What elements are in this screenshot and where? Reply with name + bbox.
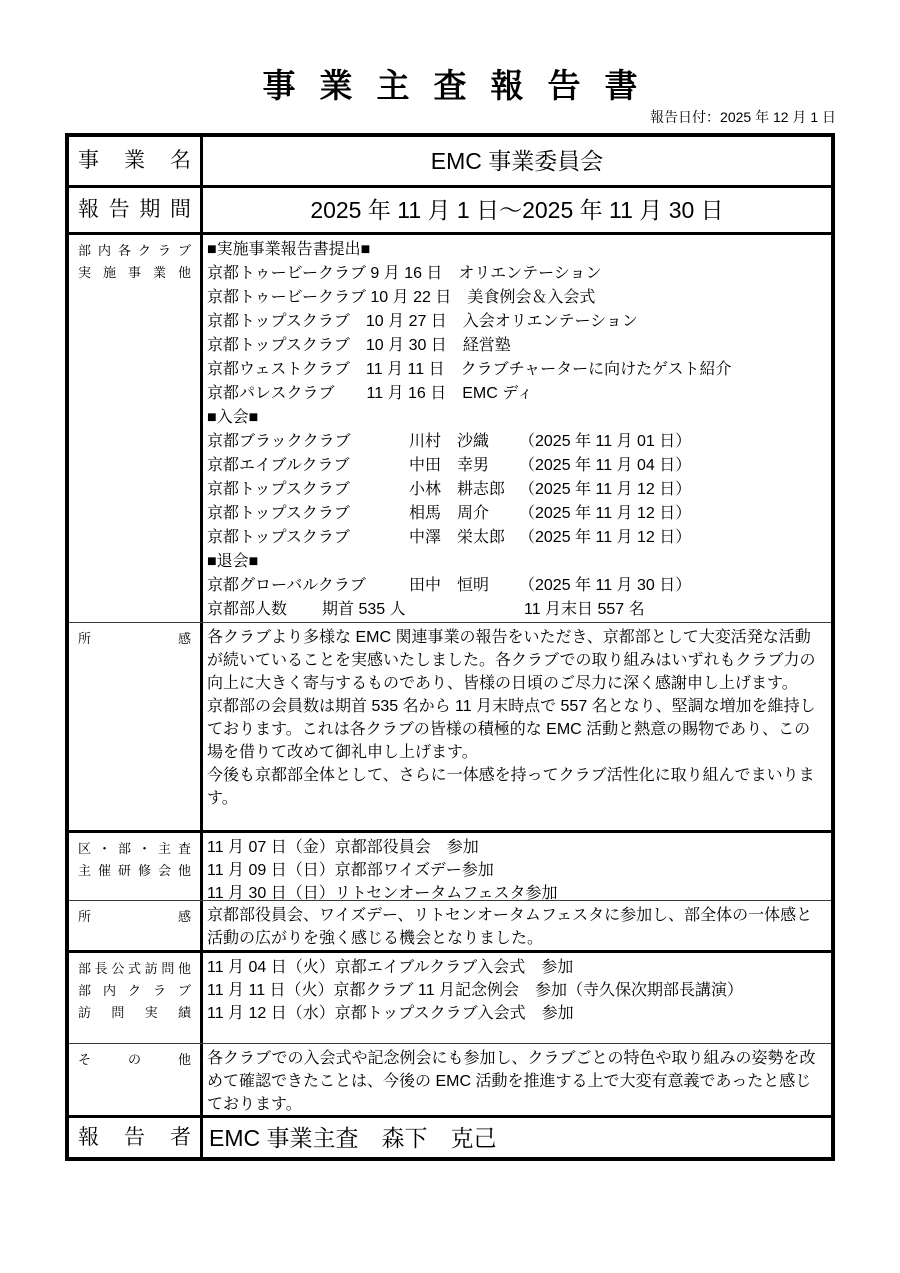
member-name: 小林 耕志郎 xyxy=(409,481,506,498)
club-activities-label-cell xyxy=(69,235,203,622)
club-activities-label-line1: 部内各クラブ xyxy=(78,243,191,258)
club-activities-content xyxy=(203,235,831,622)
member-row xyxy=(207,526,821,550)
report-period-value: 2025 年 11 月 1 日～2025 年 11 月 30 日 xyxy=(310,197,724,223)
business-name-value: EMC 事業委員会 xyxy=(430,148,604,174)
visits-label-line3: 訪問実績 xyxy=(78,1005,191,1020)
club-activities-label-line2: 実施事業他 xyxy=(78,265,191,280)
member-date: （2025 年 11 月 12 日） xyxy=(519,529,692,546)
page-title: 事業主査報告書 xyxy=(262,67,662,104)
activity-line: 京都トップスクラブ 10 月 27 日 入会オリエンテーション xyxy=(207,313,638,330)
activity-line: 京都パレスクラブ 11 月 16 日 EMC ディ xyxy=(207,385,533,402)
visit-line: 11 月 12 日（水）京都トップスクラブ入会式 参加 xyxy=(207,1005,574,1022)
impressions1-paragraph: 各クラブより多様な EMC 関連事業の報告をいただき、京都部として大変活発な活動が続いていることを実感いたしました。各クラブでの取り組みはいずれもクラブ力の向上に大きく寄与するものであり、皆様の日頃のご尽力に深く感謝申し上げます。 xyxy=(207,629,816,692)
business-name-label-cell xyxy=(69,137,203,185)
club-activities-row xyxy=(69,232,831,622)
reporter-label: 報告者 xyxy=(78,1125,191,1149)
impressions2-content xyxy=(203,901,831,950)
impressions2-text: 京都部役員会、ワイズデー、リトセンオータムフェスタに参加し、部全体の一体感と活動の広がりを強く感じる機会となりました。 xyxy=(207,907,813,947)
member-club: 京都グローバルクラブ xyxy=(207,577,366,594)
seminar-line: 11 月 09 日（日）京都部ワイズデー参加 xyxy=(207,862,494,879)
others-row xyxy=(69,1043,831,1115)
visits-row xyxy=(69,950,831,1043)
others-text: 各クラブでの入会式や記念例会にも参加し、クラブごとの特色や取り組みの姿勢を改めて確認できたことは、今後の EMC 活動を推進する上で大変有意義であったと感じております。 xyxy=(207,1050,816,1113)
seminars-row xyxy=(69,830,831,900)
submitted-header: ■実施事業報告書提出■ xyxy=(207,241,371,258)
seminars-content xyxy=(203,833,831,900)
impressions2-label-cell xyxy=(69,901,203,950)
visit-line: 11 月 11 日（火）京都クラブ 11 月記念例会 参加（寺久保次期部長講演） xyxy=(207,982,744,999)
member-name: 川村 沙織 xyxy=(409,433,490,450)
impressions1-paragraph: 京都部の会員数は期首 535 名から 11 月末時点で 557 名となり、堅調な増加を維持しております。これは各クラブの皆様の積極的な EMC 活動と熱意の賜物であり、この場を借りて改めて御礼申し上げます。 xyxy=(207,698,816,761)
member-row xyxy=(207,478,821,502)
member-count-end: 11 月末日 557 名 xyxy=(524,601,645,618)
activity-line: 京都ウェストクラブ 11 月 11 日 クラブチャーターに向けたゲスト紹介 xyxy=(207,361,732,378)
member-name: 相馬 周介 xyxy=(409,505,490,522)
impressions1-label: 所感 xyxy=(78,631,191,646)
member-date: （2025 年 11 月 04 日） xyxy=(519,457,692,474)
member-name: 中田 幸男 xyxy=(409,457,490,474)
seminar-line: 11 月 07 日（金）京都部役員会 参加 xyxy=(207,839,479,856)
member-name: 田中 恒明 xyxy=(409,577,490,594)
visit-line: 11 月 04 日（火）京都エイブルクラブ入会式 参加 xyxy=(207,959,574,976)
member-count-start: 期首 535 人 xyxy=(322,601,406,618)
member-club: 京都トップスクラブ xyxy=(207,529,350,546)
seminars-label-line1: 区・部・主査 xyxy=(78,841,191,856)
impressions1-row xyxy=(69,622,831,830)
impressions1-label-cell xyxy=(69,623,203,830)
member-club: 京都エイブルクラブ xyxy=(207,457,350,474)
left-header: ■退会■ xyxy=(207,553,259,570)
reporter-label-cell xyxy=(69,1118,203,1157)
report-period-label: 報告期間 xyxy=(78,198,191,221)
others-label-cell xyxy=(69,1044,203,1115)
seminars-label-line2: 主催研修会他 xyxy=(78,863,191,878)
others-label: その他 xyxy=(78,1052,191,1067)
member-date: （2025 年 11 月 30 日） xyxy=(519,577,692,594)
reporter-value: EMC 事業主査 森下 克己 xyxy=(209,1124,497,1151)
member-row xyxy=(207,454,821,478)
impressions2-row xyxy=(69,900,831,950)
visits-label-cell xyxy=(69,953,203,1043)
seminar-line: 11 月 30 日（日）リトセンオータムフェスタ参加 xyxy=(207,885,558,900)
member-row xyxy=(207,430,821,454)
member-club: 京都トップスクラブ xyxy=(207,481,350,498)
reporter-row xyxy=(69,1115,831,1157)
joined-header: ■入会■ xyxy=(207,409,259,426)
activity-line: 京都トゥービークラブ 10 月 22 日 美食例会＆入会式 xyxy=(207,289,596,306)
others-content xyxy=(203,1044,831,1115)
member-date: （2025 年 11 月 01 日） xyxy=(519,433,692,450)
seminars-label-cell xyxy=(69,833,203,900)
member-row xyxy=(207,574,821,598)
business-name-label: 事業名 xyxy=(78,149,191,172)
member-name: 中澤 栄太郎 xyxy=(409,529,506,546)
report-date: 報告日付：2025 年 12 月 1 日 xyxy=(650,109,836,125)
member-count-prefix: 京都部人数 xyxy=(207,601,288,618)
report-period-label-cell xyxy=(69,188,203,232)
member-club: 京都トップスクラブ xyxy=(207,505,350,522)
visits-content xyxy=(203,953,831,1043)
visits-label-line1: 部長公式訪問他 xyxy=(78,961,191,976)
visits-label-line2: 部内クラブ xyxy=(78,983,191,998)
activity-line: 京都トップスクラブ 10 月 30 日 経営塾 xyxy=(207,337,511,354)
member-count-row xyxy=(207,598,821,622)
member-date: （2025 年 11 月 12 日） xyxy=(519,481,692,498)
impressions2-label: 所感 xyxy=(78,909,191,924)
impressions1-content xyxy=(203,623,831,830)
member-club: 京都ブラッククラブ xyxy=(207,433,351,450)
report-table xyxy=(65,133,835,1161)
impressions1-paragraph: 今後も京都部全体として、さらに一体感を持ってクラブ活性化に取り組んでまいります。 xyxy=(207,767,815,807)
activity-line: 京都トゥービークラブ 9 月 16 日 オリエンテーション xyxy=(207,265,602,282)
member-row xyxy=(207,502,821,526)
report-period-row xyxy=(69,185,831,232)
business-name-row xyxy=(69,137,831,185)
member-date: （2025 年 11 月 12 日） xyxy=(519,505,692,522)
